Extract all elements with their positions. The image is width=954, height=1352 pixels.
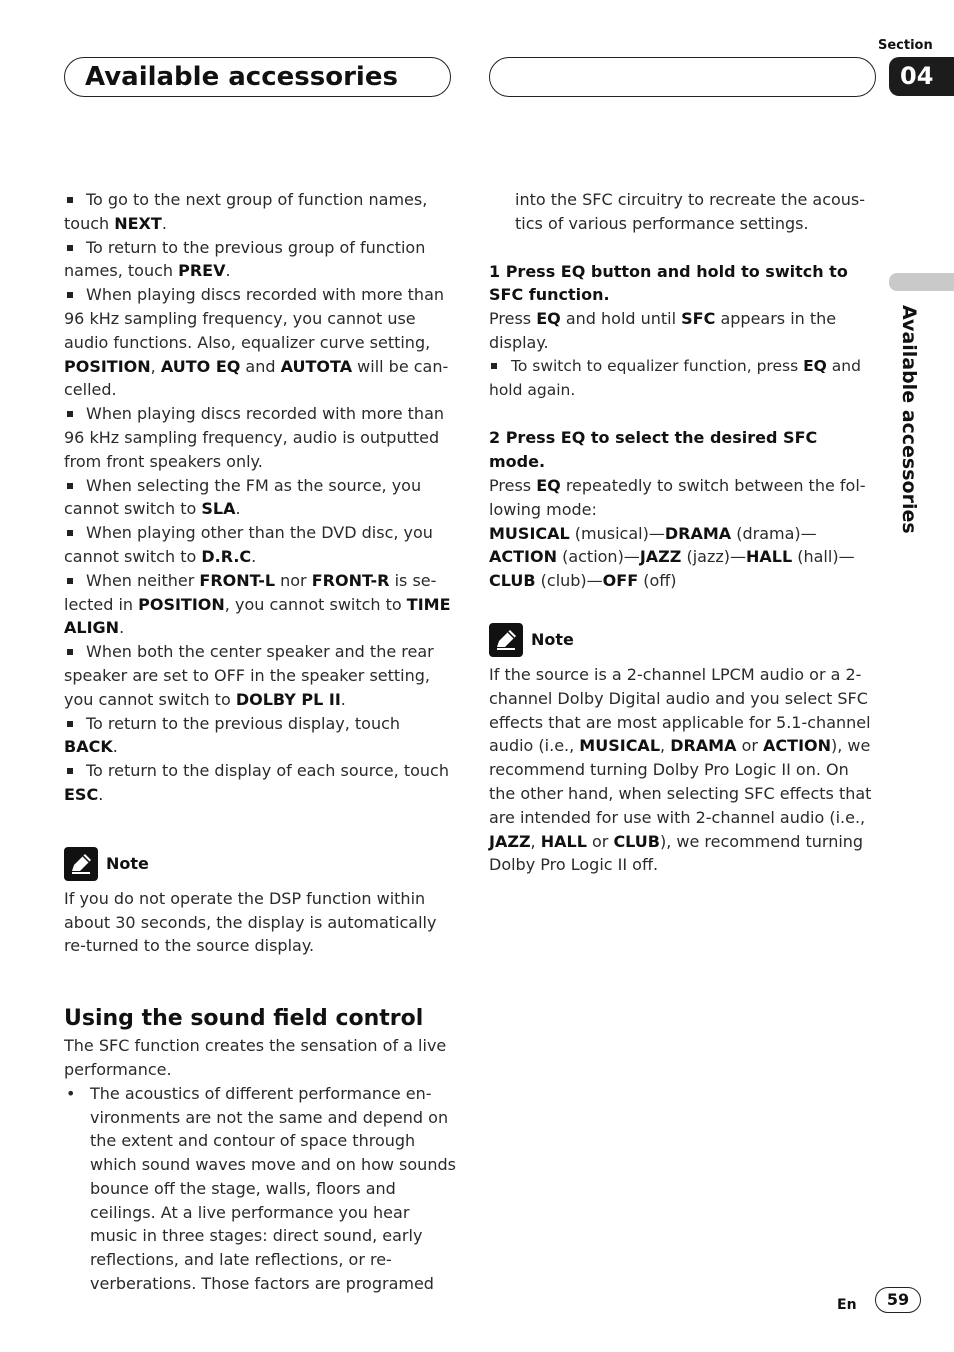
square-bullet-icon bbox=[67, 721, 73, 727]
square-bullet-icon bbox=[67, 649, 73, 655]
square-bullet-icon bbox=[67, 411, 73, 417]
bullet-dolby: When both the center speaker and the rear speaker are set to OFF in the speaker setting, you cannot switch to DOLBY PL II. bbox=[64, 642, 434, 709]
section-heading: Using the sound field control bbox=[64, 1006, 424, 1032]
bullet-fm-sla: When selecting the FM as the source, you cannot switch to SLA. bbox=[64, 475, 422, 519]
square-bullet-icon bbox=[67, 768, 73, 774]
square-bullet-icon bbox=[67, 292, 73, 298]
note-heading: Note bbox=[64, 847, 456, 881]
step-1-heading: 1 Press EQ button and hold to switch to SFC function. bbox=[489, 261, 848, 305]
step-2-text: Press EQ repeatedly to switch between the fol-lowing mode: bbox=[489, 475, 866, 519]
step-1-text: Press EQ and hold until SFC appears in the display. bbox=[489, 309, 837, 352]
bullet-esc: To return to the display of each source, touch ESC. bbox=[64, 761, 449, 804]
square-bullet-icon bbox=[67, 578, 73, 584]
square-bullet-icon bbox=[67, 245, 73, 251]
note-text: If you do not operate the DSP function within about 30 seconds, the display is automatically re-turned to the source display. bbox=[64, 888, 437, 956]
right-column bbox=[489, 188, 877, 877]
side-tab-marker bbox=[889, 273, 954, 291]
side-label: Available accessories bbox=[898, 305, 920, 534]
continued-text: into the SFC circuitry to recreate the acous-tics of various performance settings. bbox=[515, 190, 866, 233]
bullet-96khz-front: When playing discs recorded with more than 96 kHz sampling frequency, audio is outputted from front speakers only. bbox=[64, 404, 445, 471]
bullet-96khz-audio: When playing discs recorded with more than 96 kHz sampling frequency, you cannot use audio functions. Also, equalizer curve setting, POSITION, AUTO EQ and AUTOTA will be can-celled. bbox=[64, 285, 449, 400]
bullet-next: To go to the next group of function names, touch NEXT. bbox=[64, 190, 428, 233]
header-blank-frame bbox=[489, 57, 876, 97]
square-bullet-icon bbox=[67, 530, 73, 536]
note-text: If the source is a 2-channel LPCM audio or a 2-channel Dolby Digital audio and you select SFC effects that are most applicable for 5.1-channel audio (i.e., MUSICAL, DRAMA or ACTION), we recommend turning Dolby Pro Logic II on. On the other hand, when selecting SFC effects that are intended for use with 2-channel audio (i.e., JAZZ, HALL or CLUB), we recommend turning Dolby Pro Logic II off. bbox=[489, 664, 872, 875]
bullet-prev: To return to the previous group of function names, touch PREV. bbox=[64, 237, 426, 281]
note-heading: Note bbox=[489, 623, 877, 657]
square-bullet-icon bbox=[67, 483, 73, 489]
bullet-time-align: When neither FRONT-L nor FRONT-R is se-lected in POSITION, you cannot switch to TIME ALIGN. bbox=[64, 570, 451, 638]
bullet-back: To return to the previous display, touch BACK. bbox=[64, 713, 401, 757]
section-number: 04 bbox=[889, 57, 954, 96]
sfc-mode-list: MUSICAL (musical)—DRAMA (drama)—ACTION (action)—JAZZ (jazz)—HALL (hall)—CLUB (club)—OFF (off) bbox=[489, 523, 855, 591]
footer-language: En bbox=[837, 1297, 857, 1313]
dot-bullet-icon: • bbox=[66, 1083, 76, 1103]
section-label: Section bbox=[878, 38, 933, 53]
pencil-note-icon bbox=[64, 847, 98, 881]
page-number: 59 bbox=[875, 1287, 921, 1313]
pencil-note-icon bbox=[489, 623, 523, 657]
page-title: Available accessories bbox=[85, 62, 398, 92]
square-bullet-icon bbox=[67, 197, 73, 203]
bullet-drc: When playing other than the DVD disc, you cannot switch to D.R.C. bbox=[64, 523, 433, 566]
dot-list-item: • The acoustics of different performance en-vironments are not the same and depend on the extent and contour of space through which sound waves move and on how sounds bounce off the stage, walls, floors and ceilings. At a live performance you hear music in three stages: direct sound, early reflections, and late reflections, or re-verberations. Those factors are programed bbox=[66, 1083, 456, 1294]
left-column bbox=[64, 188, 456, 1296]
intro-text: The SFC function creates the sensation of a live performance. bbox=[64, 1036, 447, 1079]
square-bullet-icon bbox=[491, 363, 497, 369]
step-1-bullet: To switch to equalizer function, press EQ and hold again. bbox=[489, 356, 861, 399]
step-2-heading: 2 Press EQ to select the desired SFC mode. bbox=[489, 428, 818, 472]
